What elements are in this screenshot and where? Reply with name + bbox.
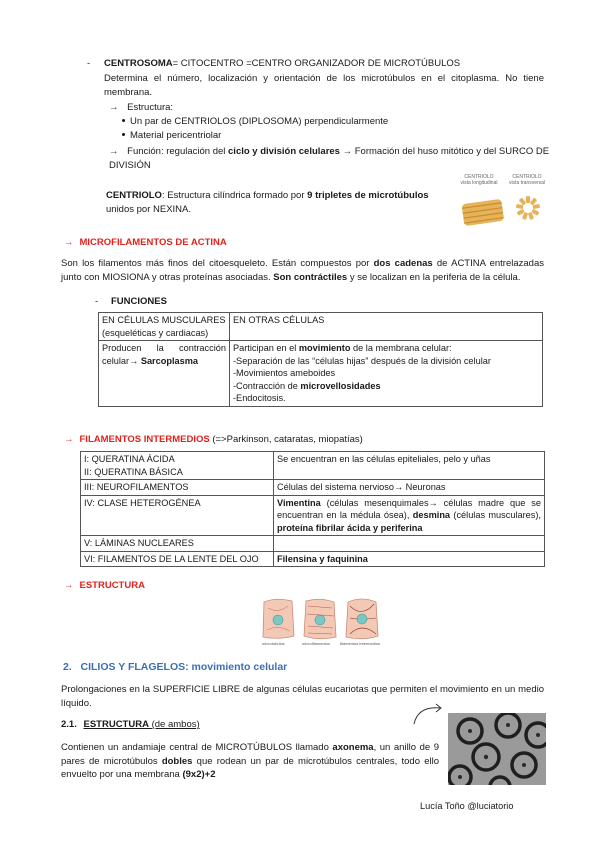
centrosoma-title: CENTROSOMA bbox=[104, 58, 173, 69]
funcion-bold: ciclo y división celulares bbox=[228, 146, 340, 157]
funciones-label: FUNCIONES bbox=[111, 296, 167, 307]
bullet-icon bbox=[122, 119, 125, 122]
bullet-icon bbox=[122, 133, 125, 136]
arrow-right-icon: → bbox=[64, 434, 74, 445]
table-header-musculares: EN CÉLULAS MUSCULARES (esqueléticas y cardiacas) bbox=[99, 313, 230, 341]
fig-label-longitudinal: CENTRIOLO vista longitudinal bbox=[460, 174, 498, 186]
table-cell-tipo: III: NEUROFILAMENTOS bbox=[81, 480, 274, 496]
estructura-heading: → ESTRUCTURA bbox=[64, 580, 145, 591]
cilios-paragraph: Prolongaciones en la SUPERFICIE LIBRE de algunas células eucariotas que permiten el movimiento en un medio líquido. bbox=[61, 684, 544, 709]
microfilamentos-paragraph: Son los filamentos más finos del citoesqueleto. Están compuestos por dos cadenas de ACTINA entrelazadas junto con MIOSIONA y otras proteínas asociadas. Son contráctiles y se localizan en la periferia de la célula. bbox=[61, 258, 544, 283]
table-header-otras: EN OTRAS CÉLULAS bbox=[230, 313, 543, 341]
microfilamentos-heading: → MICROFILAMENTOS DE ACTINA bbox=[64, 237, 227, 248]
estructura-line bbox=[109, 101, 173, 115]
table-cell-tipo: V: LÁMINAS NUCLEARES bbox=[81, 536, 274, 552]
table-cell-musculares: Producen la contracción celular→ Sarcoplasma bbox=[99, 341, 230, 407]
centriolo-a: : Estructura cilíndrica formado por bbox=[161, 190, 308, 201]
table-cell-desc: Vimentina (células mesenquimales→ células madre que se encuentran en la médula ósea), desmina (células musculares), proteína fibrilar ácida y periferina bbox=[274, 495, 545, 536]
estructura-label: Estructura: bbox=[127, 102, 174, 113]
table-row bbox=[81, 495, 545, 536]
centrosoma-title-line bbox=[104, 57, 554, 71]
funcion-text: Función: regulación del bbox=[127, 146, 229, 157]
table-row bbox=[81, 480, 545, 496]
table-cell-desc: Células del sistema nervioso→ Neuronas bbox=[274, 480, 545, 496]
funcion-text-rest: → Formación del huso mitótico y del SURCO DE DIVISIÓN bbox=[109, 146, 550, 171]
table-cell-desc bbox=[274, 536, 545, 552]
fig-label-transversal: CENTRIOLO vista transversal bbox=[508, 174, 546, 186]
centrosoma-desc: Determina el número, localización y orientación de los microtúbulos en el citoplasma. No tiene membrana. bbox=[104, 73, 544, 98]
cilios-paragraph-2: Contienen un andamiaje central de MICROTÚBULOS llamado axonema, un anillo de 9 pares de microtúbulos dobles que rodean un par de microtúbulos centrales, todo ello envuelto por una membrana (9x2)+2 bbox=[61, 742, 440, 780]
table-cell-desc: Filensina y faquinina bbox=[274, 551, 545, 567]
funciones-table bbox=[98, 312, 543, 407]
funciones-bullet: - bbox=[95, 296, 99, 307]
estructura-item-text: Un par de CENTRIOLOS (DIPLOSOMA) perpendicularmente bbox=[130, 116, 389, 127]
funcion-line bbox=[109, 145, 554, 172]
centriolo-figure bbox=[455, 174, 550, 234]
cilios-heading: 2. CILIOS Y FLAGELOS: movimiento celular bbox=[63, 661, 288, 673]
estructura-item-text: Material pericentriolar bbox=[130, 130, 222, 141]
centrosoma-title-rest: = CITOCENTRO =CENTRO ORGANIZADOR DE MICROTÚBULOS bbox=[172, 58, 461, 69]
table-cell-tipo: VI: FILAMENTOS DE LA LENTE DEL OJO bbox=[81, 551, 274, 567]
estructura-item bbox=[122, 129, 221, 143]
intermedios-heading: → FILAMENTOS INTERMEDIOS (=>Parkinson, cataratas, miopatías) bbox=[64, 434, 363, 445]
centriolo-text bbox=[106, 189, 451, 216]
table-row bbox=[81, 551, 545, 567]
centriolo-c: unidos por NEXINA. bbox=[106, 203, 192, 215]
centriolo-title: CENTRIOLO bbox=[106, 190, 162, 201]
estructura-item bbox=[122, 115, 388, 129]
centriolo-drawing bbox=[455, 190, 550, 232]
axonema-micrograph bbox=[448, 713, 546, 785]
centrosoma-bullet: - bbox=[87, 58, 91, 69]
footer-author: Lucía Toño @luciatorio bbox=[420, 801, 514, 811]
arrow-right-icon: → bbox=[64, 580, 74, 591]
table-cell-tipo: I: QUERATINA ÁCIDA II: QUERATINA BÁSICA bbox=[81, 452, 274, 480]
citoesqueleto-figure: microtúbulos microfilamentos filamentos intermedios bbox=[258, 596, 383, 648]
cilios-subheading: 2.1. ESTRUCTURA (de ambos) bbox=[61, 719, 200, 730]
intermedios-table bbox=[80, 451, 545, 567]
table-cell-tipo: IV: CLASE HETEROGÉNEA bbox=[81, 495, 274, 536]
table-row bbox=[81, 536, 545, 552]
centriolo-bold: 9 tripletes de microtúbulos bbox=[307, 190, 429, 201]
arrow-icon: → bbox=[109, 146, 119, 157]
arrow-right-icon: → bbox=[64, 237, 74, 248]
arrow-icon: → bbox=[109, 102, 119, 113]
table-cell-desc: Se encuentran en las células epiteliales, pelo y uñas bbox=[274, 452, 545, 480]
table-cell-otras: Participan en el movimiento de la membrana celular: -Separación de las “células hijas” después de la división celular -Movimientos ameboides -Contracción de microvellosidades -Endocitosis. bbox=[230, 341, 543, 407]
curved-arrow-icon bbox=[410, 702, 446, 726]
table-row bbox=[81, 452, 545, 480]
cells-drawing bbox=[258, 596, 383, 642]
